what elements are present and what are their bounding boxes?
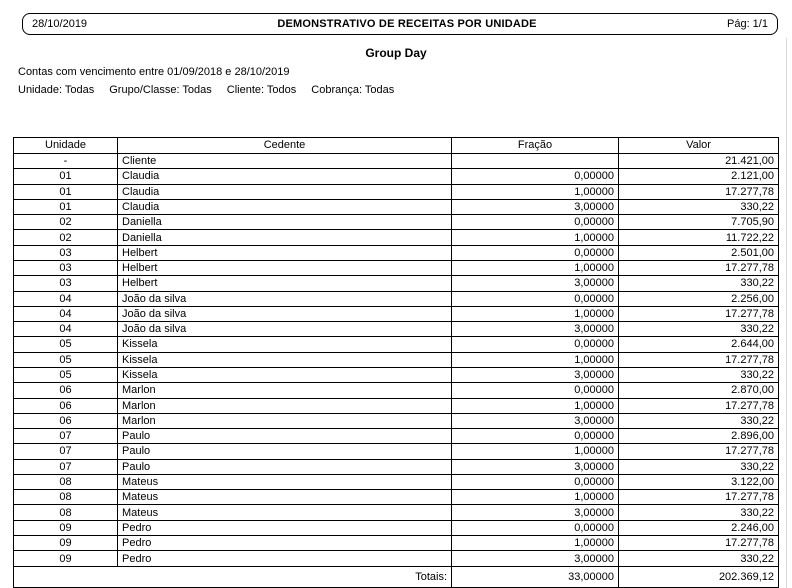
table-cell: Claudia xyxy=(118,199,452,214)
table-cell: 08 xyxy=(14,474,118,489)
table-cell: 0,00000 xyxy=(452,215,619,230)
table-row xyxy=(14,459,779,474)
table-cell: 2.256,00 xyxy=(619,291,779,306)
table-row xyxy=(14,367,779,382)
revenue-table xyxy=(13,137,779,588)
table-cell: 7.705,90 xyxy=(619,215,779,230)
table-cell: Pedro xyxy=(118,520,452,535)
table-cell: Pedro xyxy=(118,551,452,567)
table-cell: 330,22 xyxy=(619,459,779,474)
table-cell: 02 xyxy=(14,230,118,245)
table-cell: João da silva xyxy=(118,306,452,321)
table-cell: 1,00000 xyxy=(452,184,619,199)
table-row xyxy=(14,291,779,306)
table-cell: 01 xyxy=(14,184,118,199)
table-cell: 11.722,22 xyxy=(619,230,779,245)
table-cell: 3,00000 xyxy=(452,276,619,291)
table-cell: 08 xyxy=(14,490,118,505)
table-cell: 04 xyxy=(14,322,118,337)
table-cell: Marlon xyxy=(118,383,452,398)
period-line: Contas com vencimento entre 01/09/2018 e 28/10/2019 xyxy=(18,66,290,78)
totals-fracao: 33,00000 xyxy=(452,567,619,588)
totals-valor: 202.369,12 xyxy=(619,567,779,588)
table-row xyxy=(14,260,779,275)
table-cell: Helbert xyxy=(118,276,452,291)
table-cell: 05 xyxy=(14,367,118,382)
table-cell: 02 xyxy=(14,215,118,230)
table-row xyxy=(14,551,779,567)
table-cell: 0,00000 xyxy=(452,291,619,306)
table-row xyxy=(14,184,779,199)
table-cell: 1,00000 xyxy=(452,444,619,459)
table-cell: 2.644,00 xyxy=(619,337,779,352)
table-cell: 07 xyxy=(14,459,118,474)
table-row xyxy=(14,322,779,337)
table-cell: Daniella xyxy=(118,230,452,245)
table-cell: 03 xyxy=(14,276,118,291)
table-row xyxy=(14,505,779,520)
table-body xyxy=(14,154,779,567)
column-header-fracao: Fração xyxy=(452,138,619,154)
table-cell: 06 xyxy=(14,383,118,398)
table-row xyxy=(14,474,779,489)
table-cell: 17.277,78 xyxy=(619,444,779,459)
filters-line xyxy=(18,84,394,96)
table-cell: 17.277,78 xyxy=(619,490,779,505)
table-cell: Paulo xyxy=(118,429,452,444)
table-cell: 0,00000 xyxy=(452,429,619,444)
table-cell: 0,00000 xyxy=(452,520,619,535)
table-cell: 3,00000 xyxy=(452,505,619,520)
table-cell: 3.122,00 xyxy=(619,474,779,489)
table-row xyxy=(14,398,779,413)
table-cell: 3,00000 xyxy=(452,199,619,214)
table-cell: 330,22 xyxy=(619,505,779,520)
table-cell: 3,00000 xyxy=(452,322,619,337)
table-cell: 330,22 xyxy=(619,276,779,291)
table-cell: 0,00000 xyxy=(452,474,619,489)
table-cell: 04 xyxy=(14,306,118,321)
table-cell: Marlon xyxy=(118,413,452,428)
table-cell: 1,00000 xyxy=(452,230,619,245)
table-cell: 2.896,00 xyxy=(619,429,779,444)
table-cell: 09 xyxy=(14,536,118,551)
table-cell: 3,00000 xyxy=(452,551,619,567)
table-row xyxy=(14,413,779,428)
table-header-row xyxy=(14,138,779,154)
table-cell: 07 xyxy=(14,429,118,444)
table-cell: 01 xyxy=(14,199,118,214)
table-cell: 07 xyxy=(14,444,118,459)
table-cell: Pedro xyxy=(118,536,452,551)
table-cell: 330,22 xyxy=(619,367,779,382)
table-cell: Mateus xyxy=(118,505,452,520)
table-cell: 17.277,78 xyxy=(619,184,779,199)
table-cell: 05 xyxy=(14,337,118,352)
table-row xyxy=(14,276,779,291)
table-cell xyxy=(452,154,619,169)
table-cell: 17.277,78 xyxy=(619,260,779,275)
table-cell: 06 xyxy=(14,398,118,413)
column-header-unidade: Unidade xyxy=(14,138,118,154)
table-cell: 01 xyxy=(14,169,118,184)
table-cell: 17.277,78 xyxy=(619,352,779,367)
table-cell: 0,00000 xyxy=(452,383,619,398)
table-cell: Paulo xyxy=(118,444,452,459)
table-cell: 09 xyxy=(14,551,118,567)
table-row xyxy=(14,306,779,321)
report-header-band xyxy=(22,13,778,35)
table-cell: 06 xyxy=(14,413,118,428)
table-cell: 330,22 xyxy=(619,551,779,567)
table-cell: Paulo xyxy=(118,459,452,474)
table-cell: 1,00000 xyxy=(452,536,619,551)
table-cell: Mateus xyxy=(118,490,452,505)
table-cell: 21.421,00 xyxy=(619,154,779,169)
filter-cobranca: Cobrança: Todas xyxy=(311,84,395,96)
table-cell: 0,00000 xyxy=(452,245,619,260)
table-cell: 05 xyxy=(14,352,118,367)
page-indicator: Pág: 1/1 xyxy=(727,18,768,30)
table-cell: 03 xyxy=(14,260,118,275)
table-cell: 2.121,00 xyxy=(619,169,779,184)
table-cell: 0,00000 xyxy=(452,169,619,184)
table-row xyxy=(14,490,779,505)
table-row xyxy=(14,337,779,352)
table-row xyxy=(14,444,779,459)
table-row xyxy=(14,520,779,535)
table-row xyxy=(14,429,779,444)
table-cell: 330,22 xyxy=(619,199,779,214)
table-cell: 03 xyxy=(14,245,118,260)
table-cell: Marlon xyxy=(118,398,452,413)
report-title: DEMONSTRATIVO DE RECEITAS POR UNIDADE xyxy=(277,18,537,30)
table-row xyxy=(14,215,779,230)
table-cell: 04 xyxy=(14,291,118,306)
table-cell: - xyxy=(14,154,118,169)
table-cell: João da silva xyxy=(118,291,452,306)
column-header-valor: Valor xyxy=(619,138,779,154)
filter-cliente: Cliente: Todos xyxy=(226,84,297,96)
table-row xyxy=(14,230,779,245)
group-title: Group Day xyxy=(365,46,427,60)
page-edge-line xyxy=(786,38,787,588)
table-row xyxy=(14,199,779,214)
table-row xyxy=(14,154,779,169)
filter-unidade: Unidade: Todas xyxy=(18,84,95,96)
table-row xyxy=(14,352,779,367)
table-cell: 17.277,78 xyxy=(619,398,779,413)
table-cell: 1,00000 xyxy=(452,306,619,321)
table-cell: Daniella xyxy=(118,215,452,230)
report-date: 28/10/2019 xyxy=(32,18,88,30)
table-cell: 2.501,00 xyxy=(619,245,779,260)
table-cell: 09 xyxy=(14,520,118,535)
table-cell: Mateus xyxy=(118,474,452,489)
column-header-cedente: Cedente xyxy=(118,138,452,154)
table-cell: Claudia xyxy=(118,169,452,184)
table-cell: 1,00000 xyxy=(452,398,619,413)
table-row xyxy=(14,536,779,551)
table-cell: 3,00000 xyxy=(452,413,619,428)
table-cell: Helbert xyxy=(118,245,452,260)
table-cell: 2.870,00 xyxy=(619,383,779,398)
totals-label: Totais: xyxy=(14,567,452,588)
table-row xyxy=(14,169,779,184)
table-cell: Cliente xyxy=(118,154,452,169)
table-cell: 330,22 xyxy=(619,413,779,428)
table-cell: 1,00000 xyxy=(452,490,619,505)
table-cell: Kissela xyxy=(118,337,452,352)
table-cell: 2.246,00 xyxy=(619,520,779,535)
table-cell: 0,00000 xyxy=(452,337,619,352)
table-cell: 3,00000 xyxy=(452,367,619,382)
table-cell: 17.277,78 xyxy=(619,536,779,551)
table-cell: Kissela xyxy=(118,352,452,367)
table-cell: 08 xyxy=(14,505,118,520)
table-cell: Kissela xyxy=(118,367,452,382)
table-cell: Helbert xyxy=(118,260,452,275)
table-cell: 17.277,78 xyxy=(619,306,779,321)
table-row xyxy=(14,245,779,260)
table-cell: 330,22 xyxy=(619,322,779,337)
filter-grupo-classe: Grupo/Classe: Todas xyxy=(109,84,212,96)
table-cell: 1,00000 xyxy=(452,352,619,367)
totals-row xyxy=(14,567,779,588)
table-cell: Claudia xyxy=(118,184,452,199)
table-row xyxy=(14,383,779,398)
table-cell: João da silva xyxy=(118,322,452,337)
table-cell: 3,00000 xyxy=(452,459,619,474)
table-cell: 1,00000 xyxy=(452,260,619,275)
